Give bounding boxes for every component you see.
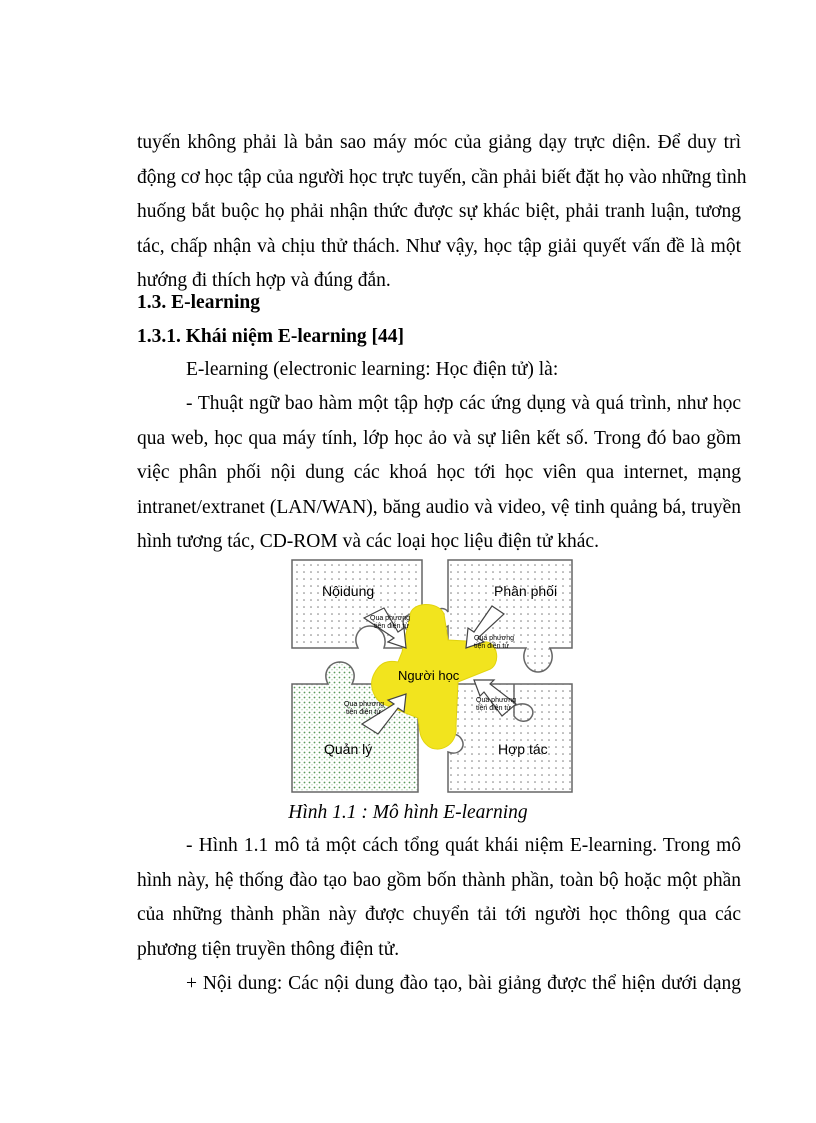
text-line: huống bắt buộc họ phải nhận thức được sự khác biệt, phải tranh luận, tương [137,201,741,222]
piece-label-bottom-right: Hợp tác [498,741,548,757]
text-line: qua web, học qua máy tính, lớp học ảo và sự liên kết số. Trong đó bao gồm [137,427,741,449]
piece-label-bottom-left: Quản lý [324,741,373,757]
text-line: tác, chấp nhận và chịu thử thách. Như vậy, học tập giải quyết vấn đề là một [137,235,741,257]
text-line: intranet/extranet (LAN/WAN), băng audio và video, vệ tinh quảng bá, truyền [137,496,741,518]
text-line: việc phân phối nội dung các khoá học tới học viên qua internet, mạng [137,462,741,483]
arrow-label-tr-2: tiện điện tử [474,643,510,650]
term-paragraph [137,387,741,560]
arrow-label-bl-1: Qua phương [344,701,385,708]
text-line: E-learning (electronic learning: Học điện tử) là: [186,359,559,380]
arrow-label-br-2: tiện điện tử [476,705,512,712]
arrow-label-tl-1: Qua phương [370,615,411,622]
subsection-heading: 1.3.1. Khái niệm E-learning [44] [137,326,405,347]
arrow-label-tl-2: tiện điện tử [374,623,410,630]
text-line: - Hình 1.1 mô tả một cách tổng quát khái niệm E-learning. Trong mô [186,835,741,856]
section-heading: 1.3. E-learning [137,292,260,313]
figure-caption: Hình 1.1 : Mô hình E-learning [288,802,528,823]
piece-label-top-right: Phân phối [494,583,558,599]
text-line: - Thuật ngữ bao hàm một tập hợp các ứng dụng và quá trình, như học [186,393,741,414]
text-line: + Nội dung: Các nội dung đào tạo, bài giảng được thể hiện dưới dạng [186,973,741,994]
center-label: Người học [398,668,460,683]
intro-paragraph [137,126,747,299]
content-paragraph [137,967,741,1002]
piece-label-top-left: Nộidung [322,583,375,599]
description-paragraph [137,829,741,967]
arrow-label-bl-2: tiện điện tử [346,709,382,716]
text-line: của những thành phần này được chuyển tải tới người học thông qua các [137,904,741,925]
text-line: phương tiện truyền thông điện tử. [137,938,400,960]
text-line: tuyến không phải là bản sao máy móc của giảng dạy trực diện. Để duy trì [137,132,741,153]
text-line: hình tương tác, CD-ROM và các loại học liệu điện tử khác. [137,531,599,552]
arrow-label-tr-1: Qua phương [474,635,515,642]
elearning-puzzle-figure [288,556,576,796]
text-line: động cơ học tập của người học trực tuyến, cần phải biết đặt họ vào những tình [137,166,747,188]
text-line: hình này, hệ thống đào tạo bao gồm bốn thành phần, toàn bộ hoặc một phần [137,869,741,891]
arrow-label-br-1: Qua phương [476,697,517,704]
definition-intro [186,353,741,388]
text-line: hướng đi thích hợp và đúng đắn. [137,270,391,291]
